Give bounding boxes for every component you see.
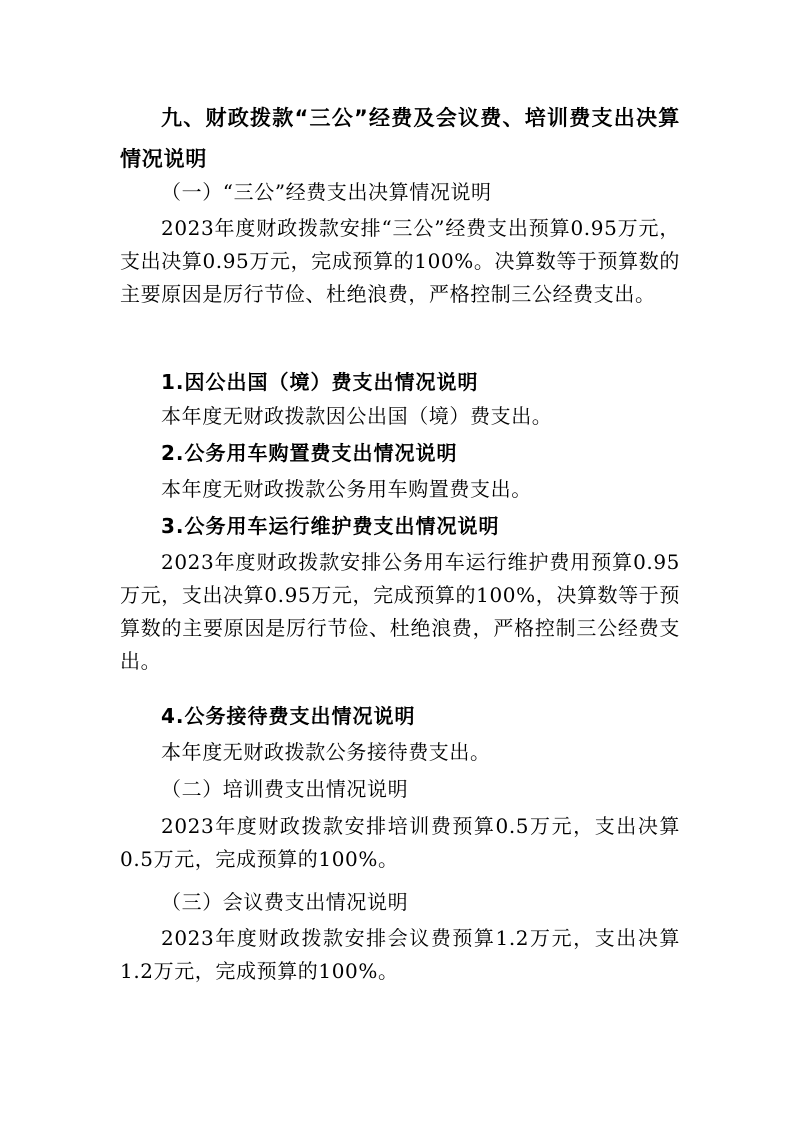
section3-title: （三）会议费支出情况说明	[161, 890, 409, 914]
item3-body: 2023年度财政拨款安排公务用车运行维护费用预算0.95万元，支出决算0.95万元，完成预算的100%，决算数等于预算数的主要原因是厉行节俭、杜绝浪费，严格控制三公经费支出。	[120, 550, 680, 673]
item4-title: 4.公务接待费支出情况说明	[161, 704, 416, 728]
item1-body: 本年度无财政拨款因公出国（境）费支出。	[161, 404, 553, 428]
item1-title: 1.因公出国（境）费支出情况说明	[161, 370, 479, 394]
section3-body: 2023年度财政拨款安排会议费预算1.2万元，支出决算1.2万元，完成预算的100%。	[120, 926, 680, 983]
main-heading: 九、财政拨款“三公”经费及会议费、培训费支出决算情况说明	[120, 106, 680, 171]
section1-title: （一）“三公”经费支出决算情况说明	[161, 180, 492, 204]
item2-title: 2.公务用车购置费支出情况说明	[161, 441, 458, 465]
section2-body: 2023年度财政拨款安排培训费预算0.5万元，支出决算0.5万元，完成预算的100%。	[120, 814, 680, 871]
section2-title: （二）培训费支出情况说明	[161, 777, 409, 801]
item4-body: 本年度无财政拨款公务接待费支出。	[161, 740, 491, 764]
item2-body: 本年度无财政拨款公务用车购置费支出。	[161, 477, 532, 501]
section1-body: 2023年度财政拨款安排“三公”经费支出预算0.95万元，支出决算0.95万元，完成预算的100%。决算数等于预算数的主要原因是厉行节俭、杜绝浪费，严格控制三公经费支出。	[120, 216, 680, 306]
item3-title: 3.公务用车运行维护费支出情况说明	[161, 514, 500, 538]
